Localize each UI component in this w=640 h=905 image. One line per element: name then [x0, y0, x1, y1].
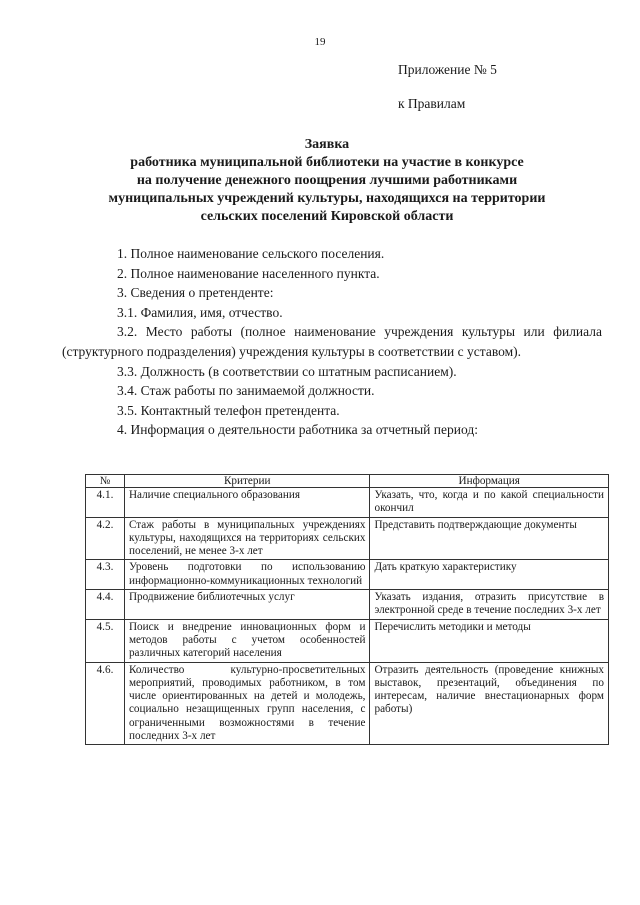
row-number: 4.6.	[86, 662, 125, 745]
header-criteria: Критерии	[124, 475, 370, 488]
title-line: Заявка	[304, 137, 350, 152]
row-number: 4.3.	[86, 560, 125, 590]
title-line: работника муниципальной библиотеки на участие в конкурсе	[130, 155, 524, 170]
item-paragraph: 3. Сведения о претенденте:	[117, 285, 274, 301]
table-row	[86, 590, 609, 620]
appendix-reference: к Правилам	[398, 96, 466, 111]
table-row	[86, 560, 609, 590]
row-information: Представить подтверждающие документы	[370, 517, 609, 560]
row-number: 4.2.	[86, 517, 125, 560]
application-items	[62, 244, 602, 440]
row-criterion: Стаж работы в муниципальных учреждениях культуры, находящихся на территориях сельских поселений, не менее 3-х лет	[124, 517, 370, 560]
header-number: №	[86, 475, 125, 488]
page-number: 19	[314, 36, 326, 48]
row-information: Дать краткую характеристику	[370, 560, 609, 590]
table-header-row	[86, 475, 609, 488]
row-criterion: Количество культурно-просветительных мероприятий, проводимых работником, в том числе ориентированных на детей и молодежь, социально незащищенных групп населения, с ограниченными возможностями в течение последних 3-х лет	[124, 662, 370, 745]
table-row	[86, 517, 609, 560]
table-row	[86, 662, 609, 745]
title-line: сельских поселений Кировской области	[200, 209, 454, 224]
table-row	[86, 488, 609, 518]
item-paragraph: 3.5. Контактный телефон претендента.	[117, 402, 340, 418]
row-number: 4.4.	[86, 590, 125, 620]
item-paragraph: 3.1. Фамилия, имя, отчество.	[117, 304, 283, 320]
document-title	[60, 136, 594, 226]
row-criterion: Уровень подготовки по использованию информационно-коммуникационных технологий	[124, 560, 370, 590]
row-criterion: Продвижение библиотечных услуг	[124, 590, 370, 620]
row-information: Указать издания, отразить присутствие в электронной среде в течение последних 3-х лет	[370, 590, 609, 620]
row-criterion: Наличие специального образования	[124, 488, 370, 518]
item-paragraph: 3.2. Место работы (полное наименование учреждения культуры или филиала (структурного подразделения) учреждения культуры в соответствии с уставом).	[62, 324, 602, 359]
appendix-label: Приложение № 5	[398, 62, 497, 77]
header-information: Информация	[370, 475, 609, 488]
row-criterion: Поиск и внедрение инновационных форм и методов работы с учетом особенностей различных категорий населения	[124, 619, 370, 662]
item-paragraph: 2. Полное наименование населенного пункта.	[117, 265, 380, 281]
title-line: муниципальных учреждений культуры, находящихся на территории	[108, 191, 546, 206]
row-number: 4.1.	[86, 488, 125, 518]
title-line: на получение денежного поощрения лучшими работниками	[136, 173, 518, 188]
row-information: Отразить деятельность (проведение книжных выставок, презентаций, объединения по интересам, наличие внестационарных форм работы)	[370, 662, 609, 745]
item-paragraph: 4. Информация о деятельности работника за отчетный период:	[117, 422, 478, 438]
item-paragraph: 1. Полное наименование сельского поселения.	[117, 246, 385, 261]
item-paragraph: 3.3. Должность (в соответствии со штатным расписанием).	[117, 363, 457, 379]
row-number: 4.5.	[86, 619, 125, 662]
item-paragraph: 3.4. Стаж работы по занимаемой должности.	[117, 383, 375, 399]
row-information: Перечислить методики и методы	[370, 619, 609, 662]
table-row	[86, 619, 609, 662]
row-information: Указать, что, когда и по какой специальности окончил	[370, 488, 609, 518]
criteria-table	[85, 474, 609, 745]
